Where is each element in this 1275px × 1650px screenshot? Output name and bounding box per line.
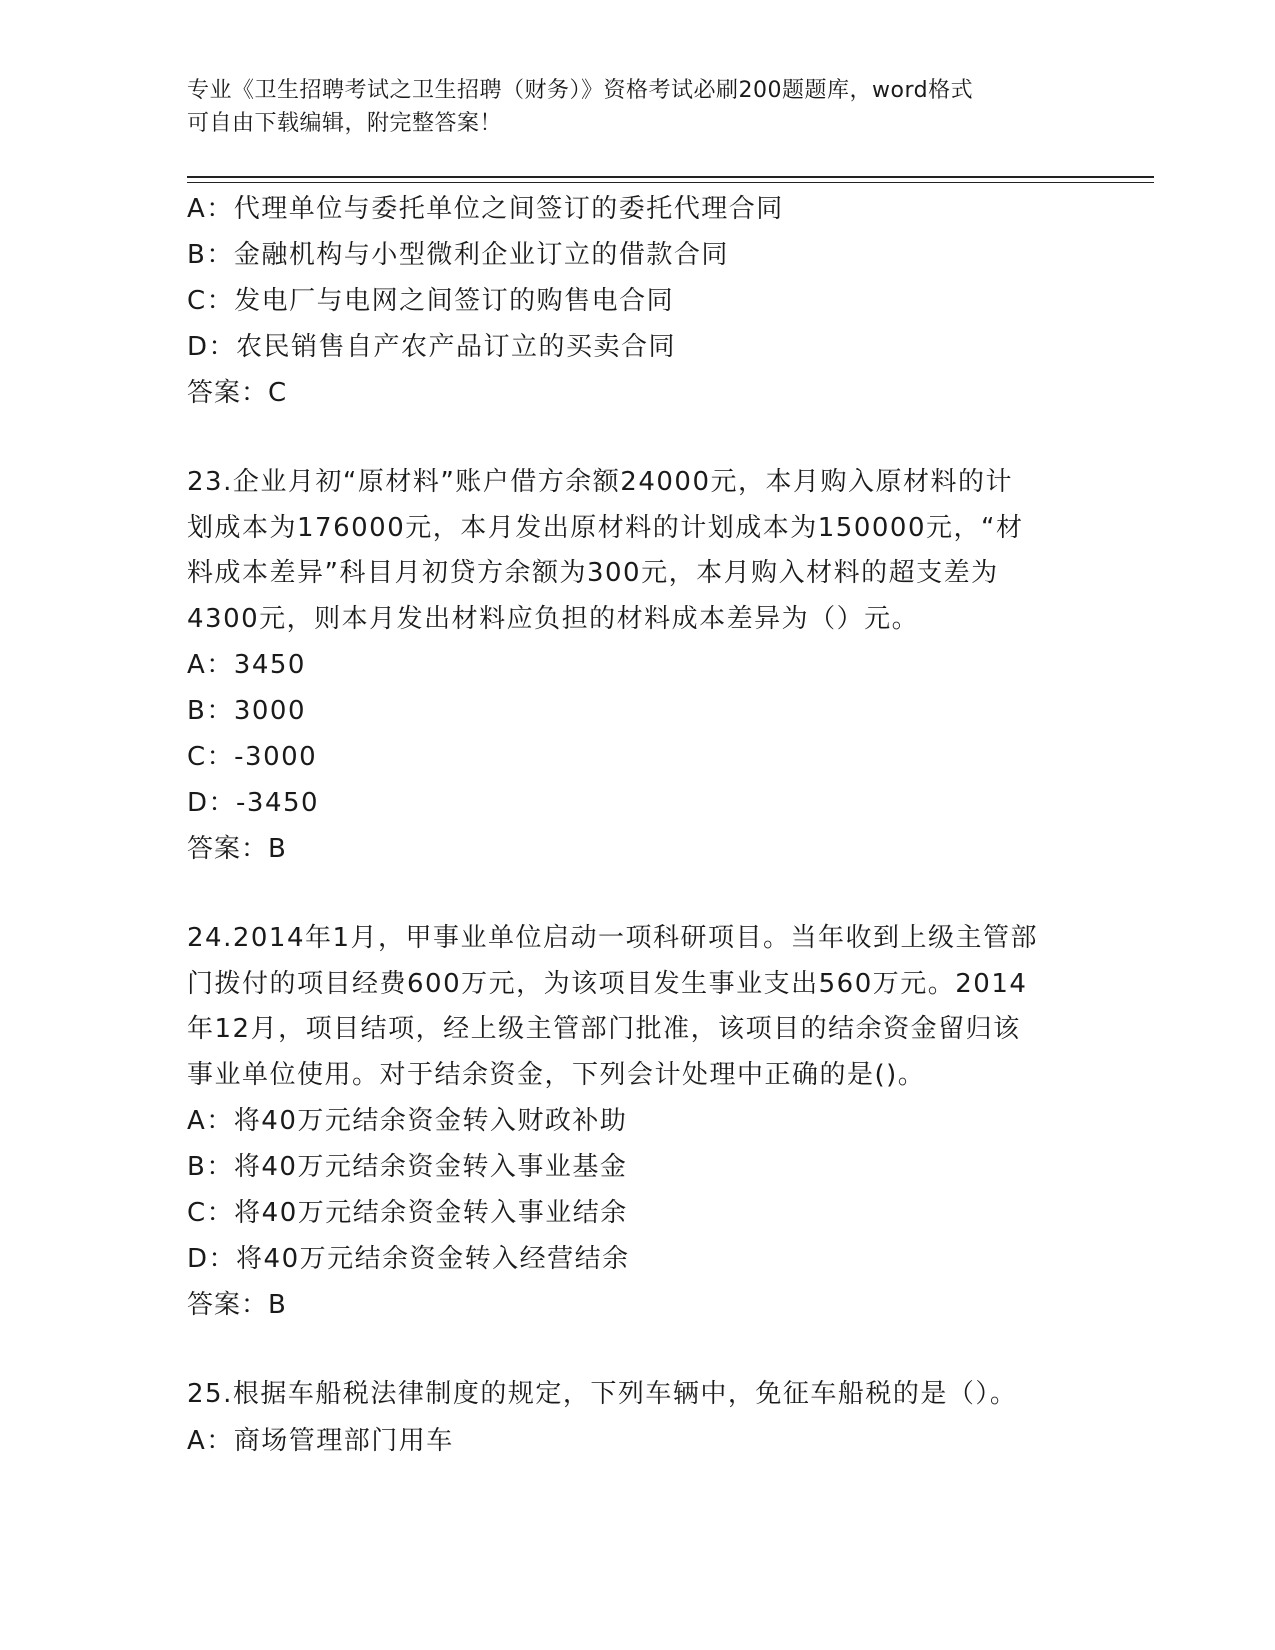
option-a: A：代理单位与委托单位之间签订的委托代理合同	[187, 194, 784, 224]
option-b: B：3000	[187, 696, 307, 726]
spacer	[187, 416, 1087, 460]
answer: 答案：C	[187, 378, 288, 408]
question-stem-line: 事业单位使用。对于结余资金，下列会计处理中正确的是()。	[187, 1059, 926, 1090]
option-b: B：将40万元结余资金转入事业基金	[187, 1152, 628, 1182]
option-d: D：农民销售自产农产品订立的买卖合同	[187, 332, 677, 362]
header-line-1: 专业《卫生招聘考试之卫生招聘（财务）》资格考试必刷200题题库，word格式	[187, 78, 974, 103]
question-stem-line: 25.根据车船税法律制度的规定，下列车辆中，免征车船税的是（）。	[187, 1379, 1018, 1409]
question-23	[187, 460, 1087, 872]
question-24	[187, 916, 1087, 1328]
option-c: C：将40万元结余资金转入事业结余	[187, 1198, 628, 1228]
option-c: C：-3000	[187, 742, 318, 772]
question-stem-line: 门拨付的项目经费600万元，为该项目发生事业支出560万元。2014	[187, 968, 1028, 999]
answer: 答案：B	[187, 1290, 287, 1320]
header-divider-thin	[187, 182, 1154, 183]
option-b: B：金融机构与小型微利企业订立的借款合同	[187, 240, 729, 270]
option-d: D：-3450	[187, 788, 320, 818]
question-list	[187, 186, 1087, 1464]
question-stem-line: 划成本为176000元，本月发出原材料的计划成本为150000元，“材	[187, 512, 1024, 543]
option-a: A：3450	[187, 650, 306, 680]
option-a: A：商场管理部门用车	[187, 1425, 454, 1456]
question-stem-line: 24.2014年1月，甲事业单位启动一项科研项目。当年收到上级主管部	[187, 923, 1039, 953]
option-d: D：将40万元结余资金转入经营结余	[187, 1244, 630, 1274]
question-stem-line: 年12月，项目结项，经上级主管部门批准，该项目的结余资金留归该	[187, 1014, 1021, 1044]
question-stem-line: 23.企业月初“原材料”账户借方余额24000元，本月购入原材料的计	[187, 467, 1013, 497]
header-divider-thick	[187, 176, 1154, 178]
document-header	[187, 74, 1067, 140]
spacer	[187, 1328, 1087, 1372]
spacer	[187, 872, 1087, 916]
question-25	[187, 1372, 1087, 1464]
question-stem-line: 料成本差异”科目月初贷方余额为300元，本月购入材料的超支差为	[187, 558, 999, 588]
option-c: C：发电厂与电网之间签订的购售电合同	[187, 286, 675, 316]
answer: 答案：B	[187, 834, 287, 864]
question-22	[187, 186, 1087, 416]
option-a: A：将40万元结余资金转入财政补助	[187, 1106, 628, 1136]
header-line-2: 可自由下载编辑，附完整答案！	[187, 111, 503, 136]
question-stem-line: 4300元，则本月发出材料应负担的材料成本差异为（）元。	[187, 603, 920, 634]
